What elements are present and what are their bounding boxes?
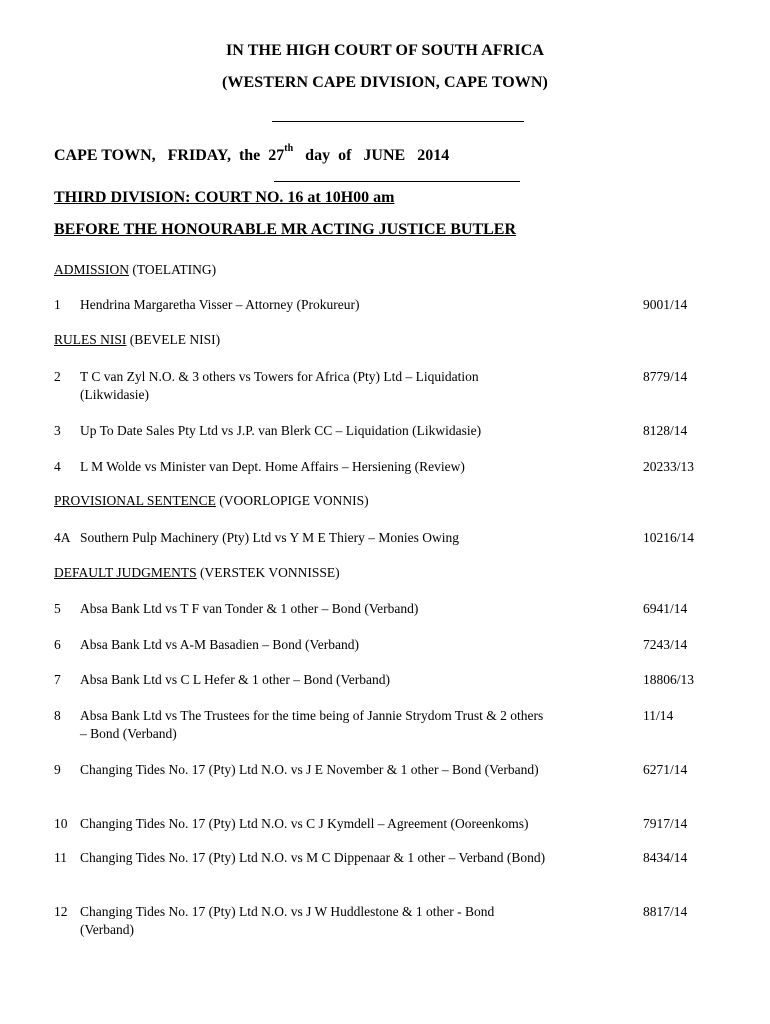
- case-number: 7243/14: [643, 637, 688, 652]
- item-number: 10: [54, 816, 68, 831]
- case-number: 8779/14: [643, 369, 688, 384]
- item-number: 6: [54, 637, 61, 652]
- section-heading: [54, 565, 340, 581]
- case-number: 8817/14: [643, 904, 688, 919]
- section-title: PROVISIONAL SENTENCE: [54, 493, 216, 508]
- item-description: Changing Tides No. 17 (Pty) Ltd N.O. vs J E November & 1 other – Bond (Verband): [80, 762, 539, 777]
- item-description: Absa Bank Ltd vs The Trustees for the time being of Jannie Strydom Trust & 2 others – Bond (Verband): [80, 708, 544, 741]
- date-place: CAPE TOWN,: [54, 147, 156, 164]
- item-description: Changing Tides No. 17 (Pty) Ltd N.O. vs C J Kymdell – Agreement (Ooreenkoms): [80, 816, 529, 831]
- item-number: 2: [54, 369, 61, 384]
- item-description: Hendrina Margaretha Visser – Attorney (Prokureur): [80, 297, 360, 312]
- item-description: Changing Tides No. 17 (Pty) Ltd N.O. vs M C Dippenaar & 1 other – Verband (Bond): [80, 850, 546, 865]
- case-number: 10216/14: [643, 530, 695, 545]
- section-subtitle: (VERSTEK VONNISSE): [196, 565, 340, 580]
- item-description: Up To Date Sales Pty Ltd vs J.P. van Blerk CC – Liquidation (Likwidasie): [80, 423, 482, 438]
- item-number: 5: [54, 601, 61, 616]
- case-number: 9001/14: [643, 297, 688, 312]
- item-number: 9: [54, 762, 61, 777]
- division-subtitle: (WESTERN CAPE DIVISION, CAPE TOWN): [222, 74, 548, 91]
- case-number: 8434/14: [643, 850, 688, 865]
- header-divider: [272, 121, 524, 122]
- item-description: L M Wolde vs Minister van Dept. Home Affairs – Hersiening (Review): [80, 459, 465, 474]
- date-of: day of: [305, 147, 352, 164]
- item-description: Absa Bank Ltd vs T F van Tonder & 1 other – Bond (Verband): [80, 601, 419, 616]
- date-line: [54, 143, 450, 165]
- item-number: 4A: [54, 530, 71, 545]
- item-description: Changing Tides No. 17 (Pty) Ltd N.O. vs J W Huddlestone & 1 other - Bond (Verband): [80, 904, 495, 937]
- section-heading: [54, 262, 216, 278]
- section-title: RULES NISI: [54, 332, 127, 347]
- case-number: 7917/14: [643, 816, 688, 831]
- item-number: 12: [54, 904, 68, 919]
- court-title: IN THE HIGH COURT OF SOUTH AFRICA: [225, 42, 545, 59]
- item-description: Southern Pulp Machinery (Pty) Ltd vs Y M E Thiery – Monies Owing: [80, 530, 459, 545]
- date-day: 27th: [268, 143, 294, 164]
- section-title: ADMISSION: [54, 262, 130, 277]
- item-number: 4: [54, 459, 61, 474]
- item-number: 7: [54, 672, 61, 687]
- date-weekday: FRIDAY,: [167, 147, 231, 164]
- judge-line: BEFORE THE HONOURABLE MR ACTING JUSTICE BUTLER: [54, 221, 517, 238]
- date-the: the: [238, 147, 261, 164]
- item-description: T C van Zyl N.O. & 3 others vs Towers for Africa (Pty) Ltd – Liquidation (Likwidasie): [80, 369, 479, 402]
- section-subtitle: (TOELATING): [129, 262, 217, 277]
- item-number: 8: [54, 708, 61, 723]
- item-number: 11: [54, 850, 67, 865]
- case-number: 6271/14: [643, 762, 688, 777]
- item-description: Absa Bank Ltd vs C L Hefer & 1 other – Bond (Verband): [80, 672, 390, 687]
- section-subtitle: (BEVELE NISI): [126, 332, 221, 347]
- case-number: 20233/13: [643, 459, 695, 474]
- section-subtitle: (VOORLOPIGE VONNIS): [215, 493, 369, 508]
- item-number: 3: [54, 423, 61, 438]
- date-divider: [274, 181, 520, 182]
- case-number: 6941/14: [643, 601, 688, 616]
- section-heading: [54, 332, 220, 348]
- date-month: JUNE: [363, 147, 406, 164]
- section-title: DEFAULT JUDGMENTS: [54, 565, 197, 580]
- item-description: Absa Bank Ltd vs A-M Basadien – Bond (Verband): [80, 637, 359, 652]
- division-line: THIRD DIVISION: COURT NO. 16 at 10H00 am: [54, 189, 395, 206]
- case-number: 8128/14: [643, 423, 688, 438]
- date-year: 2014: [417, 147, 450, 164]
- item-number: 1: [54, 297, 61, 312]
- section-heading: [54, 493, 369, 509]
- case-number: 18806/13: [643, 672, 695, 687]
- case-number: 11/14: [643, 708, 674, 723]
